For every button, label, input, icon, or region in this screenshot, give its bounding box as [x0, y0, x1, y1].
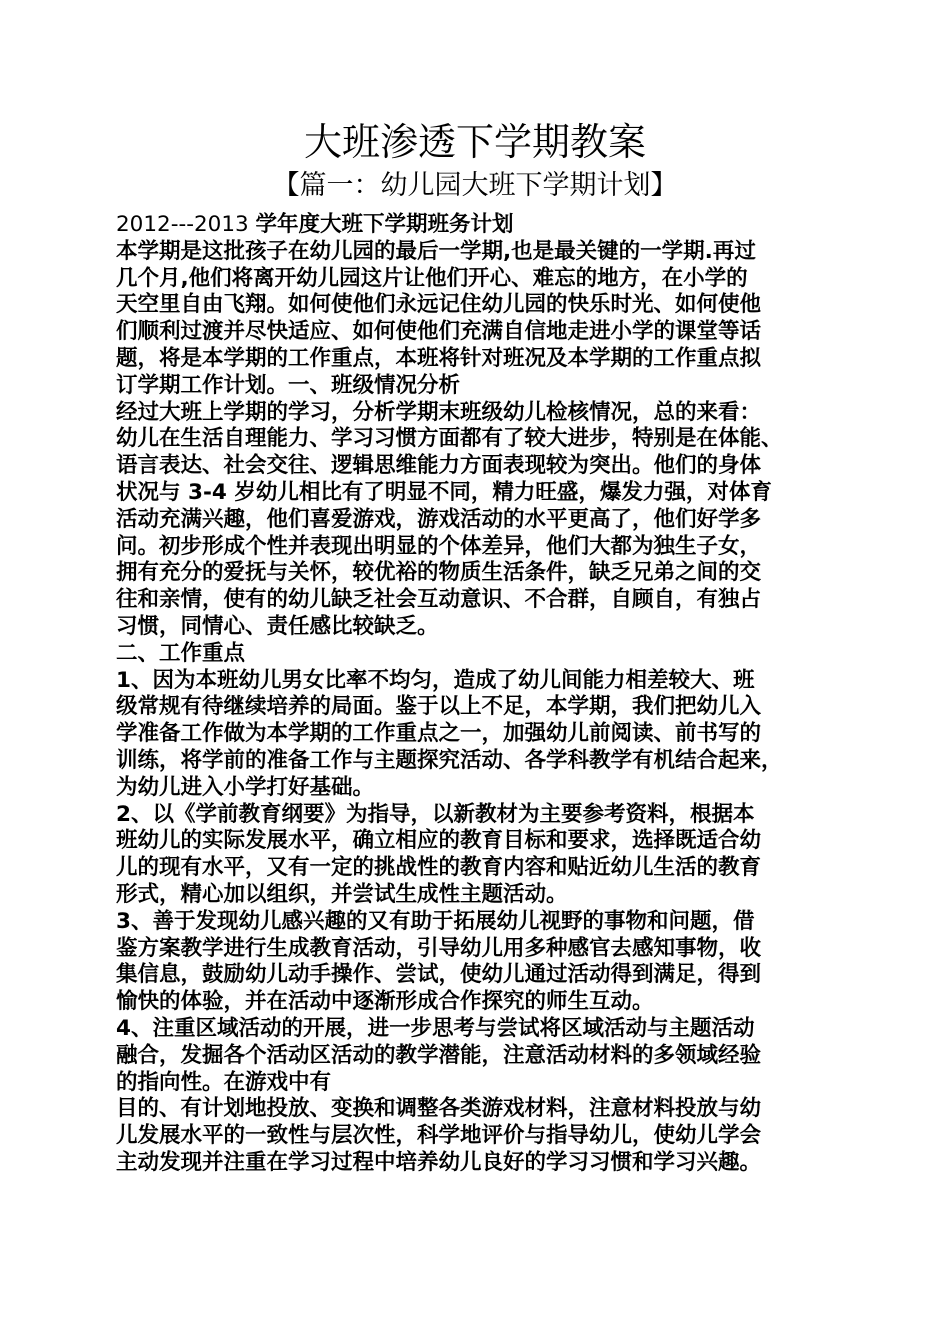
- text-line: 愉快的体验，并在活动中逐渐形成合作探究的师生互动。: [116, 989, 654, 1015]
- text-line: 习惯，同情心、责任感比较缺乏。: [116, 613, 439, 639]
- text-line: 鉴方案教学进行生成教育活动，引导幼儿用多种感官去感知事物，收: [116, 935, 762, 961]
- document-subtitle: 【篇一：幼儿园大班下学期计划】: [272, 170, 678, 201]
- text-line: 学准备工作做为本学期的工作重点之一，加强幼儿前阅读、前书写的: [116, 721, 762, 747]
- text-line: 形式，精心加以组织，并尝试生成性主题活动。: [116, 881, 568, 907]
- text-line: 题，将是本学期的工作重点，本班将针对班况及本学期的工作重点拟: [116, 345, 762, 371]
- text-line: 班幼儿的实际发展水平，确立相应的教育目标和要求，选择既适合幼: [116, 828, 762, 854]
- text-line: 融合，发掘各个活动区活动的教学潜能，注意活动材料的多领域经验: [116, 1042, 762, 1068]
- text-line: 往和亲情，使有的幼儿缺乏社会互动意识、不合群，自顾自，有独占: [116, 587, 762, 613]
- text-line: 几个月,他们将离开幼儿园这片让他们开心、难忘的地方，在小学的: [116, 265, 748, 291]
- text-line: 为幼儿进入小学打好基础。: [116, 774, 375, 800]
- document-title: 大班渗透下学期教案: [303, 120, 646, 164]
- text-line: 儿的现有水平，又有一定的挑战性的教育内容和贴近幼儿生活的教育: [116, 855, 762, 881]
- text-line: 状况与 3-4 岁幼儿相比有了明显不同，精力旺盛，爆发力强，对体育: [116, 479, 772, 505]
- text-line: 1、因为本班幼儿男女比率不均匀，造成了幼儿间能力相差较大、班: [116, 667, 755, 693]
- heading-year: 2012---2013: [116, 212, 256, 237]
- text-line: 活动充满兴趣，他们喜爱游戏，游戏活动的水平更高了，他们好学多: [116, 506, 762, 532]
- text-line: 的指向性。在游戏中有: [116, 1069, 332, 1095]
- text-line: 语言表达、社会交往、逻辑思维能力方面表现较为突出。他们的身体: [116, 453, 762, 479]
- text-line: 集信息，鼓励幼儿动手操作、尝试，使幼儿通过活动得到满足，得到: [116, 962, 762, 988]
- text-line: 4、注重区域活动的开展，进一步思考与尝试将区域活动与主题活动: [116, 1015, 755, 1041]
- text-line: 订学期工作计划。一、班级情况分析: [116, 372, 461, 398]
- text-line: 3、善于发现幼儿感兴趣的又有助于拓展幼儿视野的事物和问题，借: [116, 908, 755, 934]
- text-line: 们顺利过渡并尽快适应、如何使他们充满自信地走进小学的课堂等话: [116, 319, 762, 345]
- text-line: 拥有充分的爱抚与关怀，较优裕的物质生活条件，缺乏兄弟之间的交: [116, 560, 762, 586]
- text-line: 二、工作重点: [116, 640, 246, 666]
- text-line: 主动发现并注重在学习过程中培养幼儿良好的学习习惯和学习兴趣。: [116, 1149, 762, 1175]
- text-line: 儿发展水平的一致性与层次性，科学地评价与指导幼儿，使幼儿学会: [116, 1123, 762, 1149]
- section-heading: [116, 212, 836, 239]
- paragraph-lines: [116, 239, 836, 1177]
- text-line: 级常规有待继续培养的局面。鉴于以上不足，本学期，我们把幼儿入: [116, 694, 762, 720]
- text-line: 天空里自由飞翔。如何使他们永远记住幼儿园的快乐时光、如何使他: [116, 292, 762, 318]
- text-line: 2、以《学前教育纲要》为指导，以新教材为主要参考资料，根据本: [116, 801, 755, 827]
- text-line: 目的、有计划地投放、变换和调整各类游戏材料，注意材料投放与幼: [116, 1096, 762, 1122]
- text-line: 本学期是这批孩子在幼儿园的最后一学期,也是最关键的一学期.再过: [116, 238, 756, 264]
- document-body: [116, 212, 836, 1177]
- text-line: 问。初步形成个性并表现出明显的个体差异，他们大都为独生子女，: [116, 533, 762, 559]
- text-line: 经过大班上学期的学习，分析学期末班级幼儿检核情况，总的来看：: [116, 399, 762, 425]
- text-line: 训练，将学前的准备工作与主题探究活动、各学科教学有机结合起来，: [116, 747, 783, 773]
- text-line: 幼儿在生活自理能力、学习习惯方面都有了较大进步，特别是在体能、: [116, 426, 783, 452]
- heading-text: 学年度大班下学期班务计划: [255, 212, 514, 237]
